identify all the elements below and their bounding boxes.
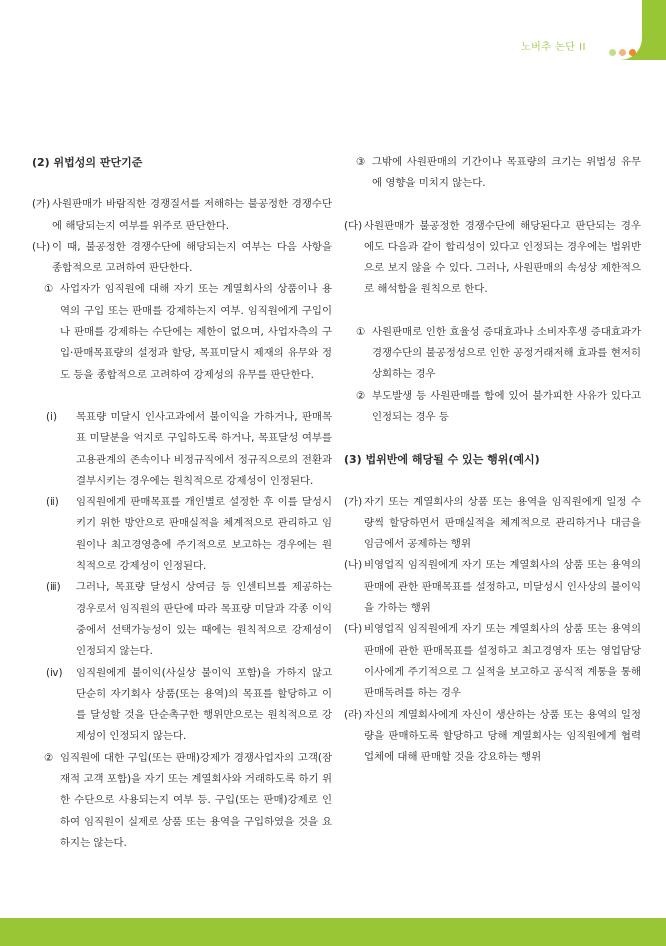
criterion-3: ③ 그밖에 사원판매의 기간이나 목표량의 크기는 위법성 유무에 영향을 미치지 않는다. <box>356 156 641 190</box>
running-header: 노버추 논단 II <box>520 42 586 53</box>
sub-item-iv: (ⅳ) 임직원에게 불이익(사실상 불이익 포함)을 가하지 않고 단순히 자기회사 상품(또는 용역)의 목표를 할당하고 이를 달성할 것을 단순촉구한 행위만으로는 원칙적으로 강제성이 인정되지 않는다. <box>46 666 332 743</box>
sub-item-i: (ⅰ) 목표량 미달시 인사고과에서 불이익을 가하거나, 판매목표 미달분을 억지로 구입하도록 하거나, 목표달성 여부를 고용관계의 존속이나 비정규직에서 정규직으로의 전환과 결부시키는 경우에는 원칙적으로 강제성이 인정된다. <box>46 410 332 487</box>
clause-da: (다) 사원판매가 불공정한 경쟁수단에 해당된다고 판단되는 경우에도 다음과 같이 합리성이 있다고 인정되는 경우에는 법위반으로 보지 않을 수 있다. 그러나, 사원판매의 속성상 제한적으로 해석함을 원칙으로 한다. <box>344 219 641 296</box>
footer-band <box>0 918 666 946</box>
example-ra: (라) 자신의 계열회사에게 자신이 생산하는 상품 또는 용역의 일정량을 판매하도록 할당하고 당해 계열회사는 임직원에게 협력업체에 대해 판매할 것을 강요하는 행위 <box>344 708 641 764</box>
criterion-1: ① 사업자가 임직원에 대해 자기 또는 계열회사의 상품이나 용역의 구입 또는 판매를 강제하는지 여부. 임직원에게 구입이나 판매를 강제하는 수단에는 제한이 없으며, 사업자측의 구입·판매목표량의 설정과 할당, 목표미달시 제재의 유무와 정도 등을 종합적으로 고려하여 강제성의 유무를 판단한다. <box>44 283 332 381</box>
clause-na: (나) 이 때, 불공정한 경쟁수단에 해당되는지 여부는 다음 사항을 종합적으로 고려하여 판단한다. <box>32 240 332 275</box>
example-ga: (가) 자기 또는 계열회사의 상품 또는 용역을 임직원에게 일정 수량씩 할당하면서 판매실적을 체계적으로 관리하거나 대금을 임금에서 공제하는 행위 <box>344 495 641 551</box>
left-column <box>32 152 332 854</box>
right-column <box>344 152 641 768</box>
section-heading-3: (3) 법위반에 해당될 수 있는 행위(예시) <box>344 453 540 467</box>
sub-item-iii: (ⅲ) 그러나, 목표량 달성시 상여금 등 인센티브를 제공하는 경우로서 임직원의 판단에 따라 목표량 미달과 각종 이익 중에서 선택가능성이 있는 때에는 원칙적으로 강제성이 인정되지 않는다. <box>46 581 332 658</box>
exception-1: ① 사원판매로 인한 효율성 증대효과나 소비자후생 증대효과가 경쟁수단의 불공정성으로 인한 공정거래저해 효과를 현저히 상회하는 경우 <box>356 325 641 381</box>
exception-2: ② 부도발생 등 사원판매를 함에 있어 불가피한 사유가 있다고 인정되는 경우 등 <box>356 389 641 423</box>
clause-ga: (가) 사원판매가 바람직한 경쟁질서를 저해하는 불공정한 경쟁수단에 해당되는지 여부를 위주로 판단한다. <box>32 198 332 232</box>
example-da: (다) 비영업직 임직원에게 자기 또는 계열회사의 상품 또는 용역의 판매에 관한 판매목표를 설정하고 최고경영자 또는 영업담당이사에게 주기적으로 그 실적을 보고하고 공식적 계통을 통해 판매독려를 하는 경우 <box>344 623 641 700</box>
criterion-2: ② 임직원에 대한 구입(또는 판매)강제가 경쟁사업자의 고객(잠재적 고객 포함)을 자기 또는 계열회사와 거래하도록 하기 위한 수단으로 사용되는지 여부 등. 구입(또는 판매)강제로 인하여 임직원이 실제로 상품 또는 용역을 구입하였을 것을 요하지는 않는다. <box>44 751 332 849</box>
section-heading-2: (2) 위법성의 판단기준 <box>32 156 143 169</box>
header-dots-icon <box>606 41 636 60</box>
example-na: (나) 비영업직 임직원에게 자기 또는 계열회사의 상품 또는 용역의 판매에 관한 판매목표를 설정하고, 미달성시 인사상의 불이익을 가하는 행위 <box>344 559 641 615</box>
sub-item-ii: (ⅱ) 임직원에게 판매목표를 개인별로 설정한 후 이를 달성시키기 위한 방안으로 판매실적을 체계적으로 관리하고 임원이나 최고경영층에 주기적으로 보고하는 경우에는 원칙적으로 강제성이 인정된다. <box>46 496 332 573</box>
